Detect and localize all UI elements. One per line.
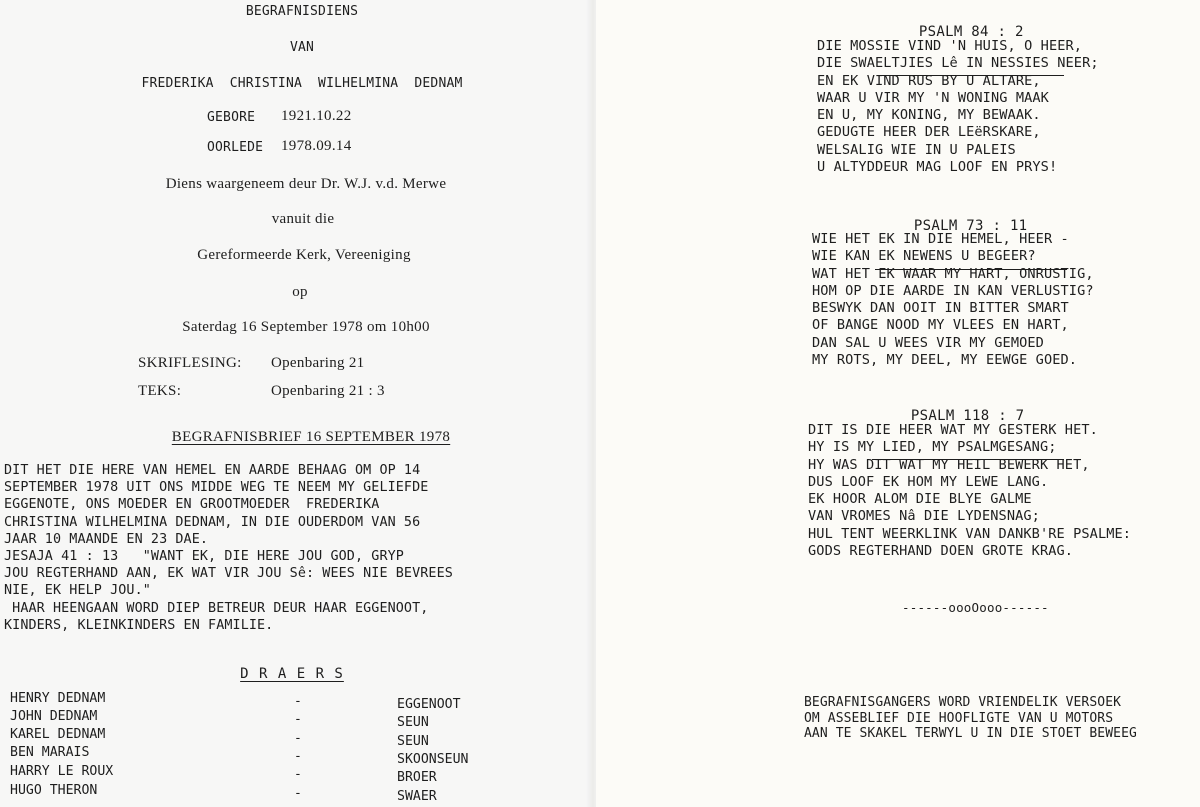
church-name: Gereformeerde Kerk, Vereeniging: [197, 247, 411, 263]
closing-note: BEGRAFNISGANGERS WORD VRIENDELIK VERSOEK OM ASSEBLIEF DIE HOOFLIGTE VAN U MOTORS AAN TE SKAKEL TERWYL U IN DIE STOET BEWEEG: [804, 695, 1137, 741]
bearer-dash: -: [294, 694, 302, 709]
born-date: 1921.10.22: [281, 108, 352, 124]
psalm-title-text: PSALM 84 : 2: [918, 24, 1024, 40]
psalm-title-text: PSALM 118 : 7: [910, 408, 1025, 424]
on-word: op: [292, 284, 308, 300]
bearer-name: HARRY LE ROUX: [10, 764, 114, 779]
bearer-relation: SWAER: [397, 789, 437, 804]
bearer-name: JOHN DEDNAM: [10, 709, 98, 724]
bearer-dash: -: [294, 712, 302, 727]
reading-label: SKRIFLESING:: [138, 355, 242, 371]
bearer-relation: SEUN: [397, 715, 429, 730]
bearer-relation: BROER: [397, 770, 437, 785]
text-value: Openbaring 21 : 3: [271, 383, 385, 399]
died-label: OORLEDE: [207, 140, 264, 155]
bearer-name: HENRY DEDNAM: [10, 691, 106, 706]
service-title: BEGRAFNISDIENS: [245, 4, 359, 19]
bearer-dash: -: [294, 731, 302, 746]
notice-body: DIT HET DIE HERE VAN HEMEL EN AARDE BEHAAG OM OP 14 SEPTEMBER 1978 UIT ONS MIDDE WEG TE NEEM MY GELIEFDE EGGENOTE, ONS MOEDER EN GROOTMOEDER FREDERIKA CHRISTINA WILHELMINA DEDNAM, IN DIE OUDERDOM VAN 56 JAAR 10 MAANDE EN 23 DAE. JESAJA 41 : 13 "WANT EK, DIE HERE JOU GOD, GRYP JOU REGTERHAND AAN, EK WAT VIR JOU Sê: WEES NIE BEVREES NIE, EK HELP JOU." HAAR HEENGAAN WORD DIEP BETREUR DEUR HAAR EGGENOOT, KINDERS, KLEINKINDERS EN FAMILIE.: [4, 463, 453, 633]
bearer-name: HUGO THERON: [10, 783, 98, 798]
left-page: [0, 0, 596, 807]
psalm-title-text: PSALM 73 : 11: [913, 218, 1028, 234]
bearer-dash: -: [294, 749, 302, 764]
text-label: TEKS:: [138, 383, 182, 399]
reading-value: Openbaring 21: [271, 355, 365, 371]
notice-heading: BEGRAFNISBRIEF 16 SEPTEMBER 1978: [171, 429, 451, 445]
service-datetime: Saterdag 16 September 1978 om 10h00: [182, 319, 430, 335]
officiant: Diens waargeneem deur Dr. W.J. v.d. Merwe: [165, 176, 447, 192]
bearer-dash: -: [294, 786, 302, 801]
bearer-dash: -: [294, 767, 302, 782]
bearer-relation: SEUN: [397, 734, 429, 749]
died-date: 1978.09.14: [281, 138, 352, 154]
bearer-name: BEN MARAIS: [10, 745, 90, 760]
bearer-relation: EGGENOOT: [397, 697, 461, 712]
bearer-relation: SKOONSEUN: [397, 752, 469, 767]
right-page: [596, 0, 1200, 807]
from-the: vanuit die: [271, 211, 335, 227]
ornamental-divider: ------oooOooo------: [902, 600, 1049, 615]
deceased-name: FREDERIKA CHRISTINA WILHELMINA DEDNAM: [141, 76, 463, 91]
bearer-name: KAREL DEDNAM: [10, 727, 106, 742]
bearers-heading: D R A E R S: [240, 666, 344, 682]
psalm-73-text: WIE HET EK IN DIE HEMEL, HEER - WIE KAN EK NEWENS U BEGEER? WAT HET EK WAAR MY HART, ONRUSTIG, HOM OP DIE AARDE IN KAN VERLUSTIG? BESWYK DAN OOIT IN BITTER SMART OF BANGE NOOD MY VLEES EN HART, DAN SAL U WEES VIR MY GEMOED MY ROTS, MY DEEL, MY EEWGE GOED.: [812, 231, 1094, 369]
psalm-118-text: DIT IS DIE HEER WAT MY GESTERK HET. HY IS MY LIED, MY PSALMGESANG; HY WAS DIT WAT MY HEIL BEWERK HET, DUS LOOF EK HOM MY LEWE LANG. EK HOOR ALOM DIE BLYE GALME VAN VROMES Nâ DIE LYDENSNAG; HUL TENT WEERKLINK VAN DANKB'RE PSALME: GODS REGTERHAND DOEN GROTE KRAG.: [808, 422, 1132, 560]
born-label: GEBORE: [207, 110, 256, 125]
psalm-84-text: DIE MOSSIE VIND 'N HUIS, O HEER, DIE SWAELTJIES Lê IN NESSIES NEER; EN EK VIND RUS BY U ALTARE, WAAR U VIR MY 'N WONING MAAK EN U, MY KONING, MY BEWAAK. GEDUGTE HEER DER LEëRSKARE, WELSALIG WIE IN U PALEIS U ALTYDDEUR MAG LOOF EN PRYS!: [817, 38, 1099, 176]
service-title-van: VAN: [289, 40, 315, 55]
